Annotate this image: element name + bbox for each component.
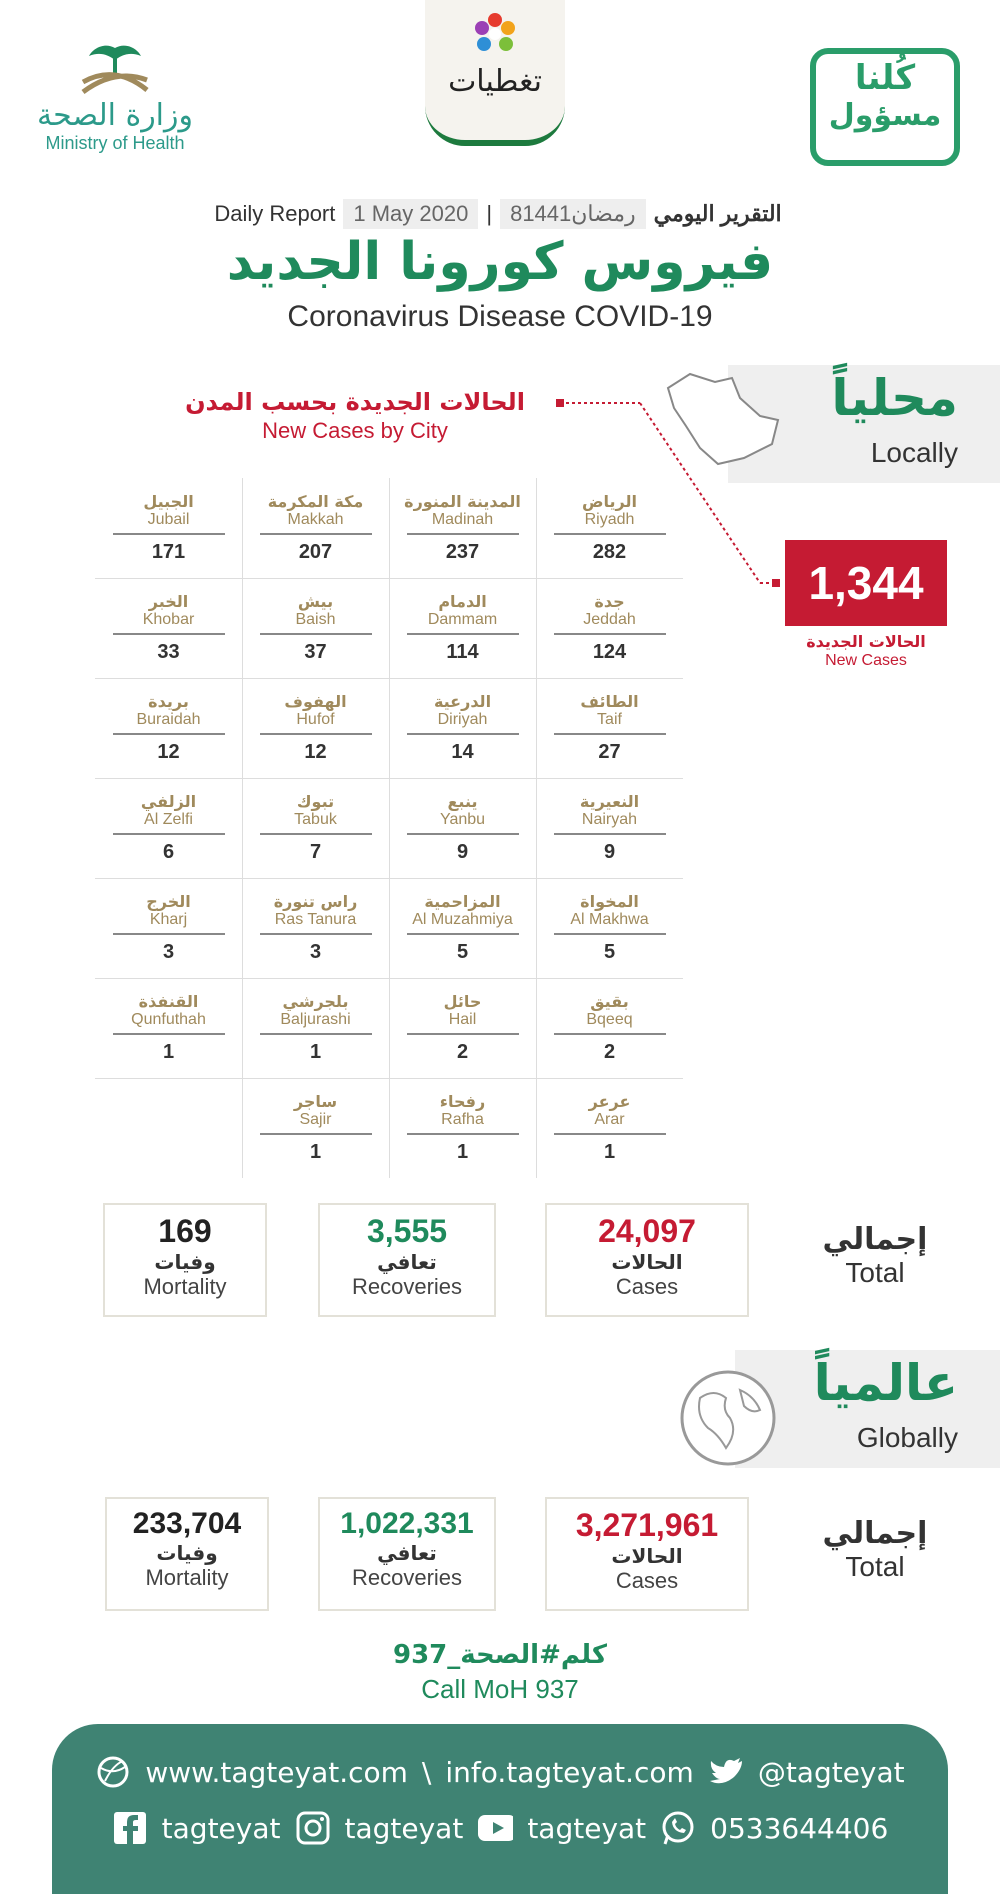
city-cell bbox=[242, 1078, 389, 1178]
global-cases-value: 3,271,961 bbox=[575, 1507, 719, 1543]
city-new-cases: 14 bbox=[451, 741, 474, 763]
youtube-icon bbox=[477, 1810, 513, 1846]
city-cell bbox=[536, 878, 683, 978]
city-cell bbox=[389, 578, 536, 678]
new-cases-by-city-en: New Cases by City bbox=[262, 418, 448, 443]
city-name-ar: جدة bbox=[594, 592, 625, 611]
city-rule bbox=[113, 1033, 225, 1035]
local-mortality-ar: وفيات bbox=[154, 1250, 216, 1274]
city-new-cases: 3 bbox=[162, 941, 175, 963]
daily-report-en: Daily Report bbox=[214, 201, 336, 226]
city-rule bbox=[260, 533, 372, 535]
global-mortality-ar: وفيات bbox=[156, 1541, 218, 1565]
footer-contact-bar bbox=[52, 1724, 948, 1894]
city-name-ar: حائل bbox=[443, 992, 482, 1011]
global-total-label bbox=[790, 1516, 960, 1583]
city-rule bbox=[554, 1133, 666, 1135]
city-name-en: Taif bbox=[597, 711, 622, 728]
moh-name-en: Ministry of Health bbox=[45, 133, 185, 153]
city-rule bbox=[260, 933, 372, 935]
footer-row-2 bbox=[52, 1810, 948, 1846]
city-cell bbox=[242, 978, 389, 1078]
local-cases-en: Cases bbox=[615, 1274, 679, 1299]
local-recoveries-value: 3,555 bbox=[366, 1213, 448, 1249]
city-rule bbox=[554, 833, 666, 835]
city-new-cases: 12 bbox=[304, 741, 327, 763]
global-mortality-value: 233,704 bbox=[132, 1507, 242, 1540]
city-name-en: Jeddah bbox=[583, 611, 636, 628]
city-rule bbox=[260, 833, 372, 835]
brand-logo-text: تغطيات bbox=[448, 64, 542, 99]
city-new-cases: 171 bbox=[151, 541, 186, 563]
city-rule bbox=[407, 1133, 519, 1135]
city-rule bbox=[113, 633, 225, 635]
city-rule bbox=[113, 733, 225, 735]
city-cell bbox=[536, 1078, 683, 1178]
city-name-ar: المدينة المنورة bbox=[404, 492, 521, 511]
city-rule bbox=[407, 533, 519, 535]
city-rule bbox=[407, 833, 519, 835]
city-cell bbox=[242, 778, 389, 878]
city-new-cases: 37 bbox=[304, 641, 327, 663]
city-name-ar: الرياض bbox=[582, 492, 637, 511]
city-new-cases: 5 bbox=[456, 941, 469, 963]
city-name-en: Bqeeq bbox=[586, 1011, 633, 1028]
city-name-ar: رفحاء bbox=[439, 1092, 486, 1111]
city-rule bbox=[260, 733, 372, 735]
city-rule bbox=[113, 533, 225, 535]
page-title-ar: فيروس كورونا الجديد bbox=[226, 232, 774, 292]
local-recoveries-box bbox=[318, 1203, 496, 1317]
city-name-ar: راس تنورة bbox=[273, 892, 358, 911]
global-recoveries-en: Recoveries bbox=[351, 1565, 463, 1590]
city-name-en: Madinah bbox=[431, 511, 494, 528]
global-recoveries-ar: تعافي bbox=[377, 1541, 437, 1565]
footer-instagram-link[interactable]: tagteyat bbox=[344, 1811, 464, 1845]
city-name-ar: تبوك bbox=[296, 792, 335, 811]
page-title-en: Coronavirus Disease COVID-19 bbox=[287, 300, 713, 333]
city-name-en: Baljurashi bbox=[280, 1011, 351, 1028]
city-name-ar: بلجرشي bbox=[282, 992, 349, 1011]
city-new-cases: 207 bbox=[298, 541, 333, 563]
daily-report-ar: التقرير اليومي bbox=[653, 201, 782, 226]
city-name-ar: ينبع bbox=[447, 792, 478, 811]
city-name-en: Al Muzahmiya bbox=[412, 911, 513, 928]
city-name-ar: مكة المكرمة bbox=[267, 492, 364, 511]
global-total-ar: إجمالي bbox=[822, 1516, 928, 1551]
city-name-en: Hufof bbox=[296, 711, 335, 728]
city-name-en: Arar bbox=[594, 1111, 625, 1128]
global-total-en: Total bbox=[845, 1551, 905, 1582]
city-rule bbox=[113, 833, 225, 835]
city-new-cases: 3 bbox=[309, 941, 322, 963]
city-name-en: Tabuk bbox=[294, 811, 337, 828]
global-cases-en: Cases bbox=[615, 1568, 679, 1593]
city-cell bbox=[389, 878, 536, 978]
city-name-en: Sajir bbox=[299, 1111, 332, 1128]
footer-website-link[interactable]: www.tagteyat.com bbox=[145, 1755, 408, 1789]
city-cell bbox=[389, 678, 536, 778]
footer-separator: \ bbox=[421, 1755, 432, 1789]
global-recoveries-box bbox=[318, 1497, 496, 1611]
city-cell bbox=[389, 778, 536, 878]
city-name-en: Khobar bbox=[142, 611, 195, 628]
footer-whatsapp-number[interactable]: 0533644406 bbox=[710, 1811, 889, 1845]
city-cell bbox=[95, 978, 242, 1078]
new-cases-label-ar: الحالات الجديدة bbox=[806, 632, 926, 651]
city-cell bbox=[242, 878, 389, 978]
city-rule bbox=[260, 633, 372, 635]
global-recoveries-value: 1,022,331 bbox=[340, 1507, 474, 1540]
city-name-en: Yanbu bbox=[439, 811, 486, 828]
daily-report-hijri: 8رمضان1441 bbox=[500, 199, 646, 229]
moh-name-ar: وزارة الصحة bbox=[37, 98, 193, 133]
kolna-line1: كُلنا bbox=[854, 58, 916, 98]
city-cell bbox=[536, 978, 683, 1078]
city-cell bbox=[536, 778, 683, 878]
city-rule bbox=[554, 633, 666, 635]
city-name-en: Kharj bbox=[149, 911, 188, 928]
city-name-en: Dammam bbox=[427, 611, 498, 628]
city-new-cases: 114 bbox=[446, 641, 479, 663]
city-new-cases: 7 bbox=[309, 841, 322, 863]
local-total-ar: إجمالي bbox=[822, 1222, 928, 1257]
city-new-cases: 2 bbox=[603, 1041, 616, 1063]
footer-twitter-link[interactable]: @tagteyat bbox=[757, 1755, 905, 1789]
city-rule bbox=[407, 633, 519, 635]
city-name-en: Hail bbox=[448, 1011, 477, 1028]
web-icon bbox=[95, 1754, 131, 1790]
city-name-en: Baish bbox=[295, 611, 336, 628]
local-total-en: Total bbox=[845, 1257, 905, 1288]
city-name-ar: الجبيل bbox=[143, 492, 194, 511]
city-cell bbox=[389, 1078, 536, 1178]
new-cases-label-en: New Cases bbox=[825, 652, 907, 669]
city-new-cases: 1 bbox=[456, 1141, 469, 1163]
kolna-line2: مسؤول bbox=[828, 98, 942, 133]
local-cases-ar: الحالات bbox=[611, 1250, 683, 1274]
city-new-cases: 9 bbox=[603, 841, 616, 863]
city-cell bbox=[95, 578, 242, 678]
city-rule bbox=[260, 1133, 372, 1135]
city-cell bbox=[536, 578, 683, 678]
city-name-ar: الخرج bbox=[146, 892, 191, 911]
city-name-ar: النعيرية bbox=[579, 792, 640, 811]
city-name-en: Al Makhwa bbox=[570, 911, 649, 928]
local-cases-value: 24,097 bbox=[598, 1213, 696, 1249]
twitter-icon bbox=[708, 1754, 744, 1790]
city-name-ar: الزلفي bbox=[140, 792, 197, 811]
local-mortality-box bbox=[103, 1203, 267, 1317]
locally-label-en: Locally bbox=[870, 437, 958, 468]
footer-email-link[interactable]: info.tagteyat.com bbox=[445, 1755, 694, 1789]
city-new-cases: 282 bbox=[592, 541, 627, 563]
city-name-ar: الطائف bbox=[580, 692, 639, 711]
instagram-icon bbox=[295, 1810, 331, 1846]
city-name-ar: بيش bbox=[297, 592, 334, 611]
city-cell bbox=[95, 878, 242, 978]
call-moh-en: Call MoH 937 bbox=[421, 1674, 579, 1704]
city-rule bbox=[554, 1033, 666, 1035]
city-cell bbox=[242, 678, 389, 778]
footer-youtube-link[interactable]: tagteyat bbox=[527, 1811, 647, 1845]
local-mortality-value: 169 bbox=[158, 1213, 212, 1249]
city-rule bbox=[260, 1033, 372, 1035]
daily-report-sep: | bbox=[486, 201, 493, 226]
city-cell bbox=[95, 678, 242, 778]
city-name-en: Buraidah bbox=[136, 711, 201, 728]
city-new-cases: 1 bbox=[309, 1141, 322, 1163]
city-name-en: Diriyah bbox=[437, 711, 488, 728]
city-new-cases: 27 bbox=[598, 741, 621, 763]
city-new-cases: 1 bbox=[162, 1041, 175, 1063]
city-name-ar: بريدة bbox=[148, 692, 189, 711]
city-name-en: Jubail bbox=[147, 511, 190, 528]
city-cell bbox=[536, 678, 683, 778]
global-cases-ar: الحالات bbox=[611, 1544, 683, 1568]
city-rule bbox=[554, 533, 666, 535]
global-mortality-en: Mortality bbox=[145, 1565, 229, 1590]
city-new-cases: 5 bbox=[603, 941, 616, 963]
city-name-en: Qunfuthah bbox=[131, 1011, 206, 1028]
city-name-en: Riyadh bbox=[584, 511, 635, 528]
city-name-ar: القنفذة bbox=[138, 992, 199, 1011]
new-cases-value: 1,344 bbox=[785, 540, 947, 626]
city-name-en: Ras Tanura bbox=[274, 911, 357, 928]
city-name-en: Makkah bbox=[287, 511, 344, 528]
city-cell bbox=[95, 778, 242, 878]
city-cell bbox=[389, 978, 536, 1078]
city-new-cases: 1 bbox=[603, 1141, 616, 1163]
city-name-ar: الهفوف bbox=[284, 692, 347, 711]
globally-label-en: Globally bbox=[856, 1422, 958, 1453]
footer-row-1 bbox=[52, 1754, 948, 1790]
city-name-ar: الخبر bbox=[148, 592, 189, 611]
call-hashtag-ar: كلم#الصحة_937 bbox=[393, 1640, 607, 1670]
city-cases-grid bbox=[95, 478, 685, 1173]
city-name-ar: ساجر bbox=[293, 1092, 338, 1111]
city-name-ar: عرعر bbox=[588, 1092, 631, 1111]
city-name-en: Nairyah bbox=[581, 811, 638, 828]
city-new-cases: 6 bbox=[162, 841, 175, 863]
new-cases-by-city-ar: الحالات الجديدة بحسب المدن bbox=[185, 388, 525, 416]
city-new-cases: 2 bbox=[456, 1041, 469, 1063]
local-total-label bbox=[790, 1222, 960, 1289]
city-name-en: Al Zelfi bbox=[144, 811, 193, 828]
local-mortality-en: Mortality bbox=[143, 1274, 227, 1299]
city-new-cases: 33 bbox=[157, 641, 180, 663]
city-cell bbox=[389, 478, 536, 578]
city-name-ar: الدمام bbox=[438, 592, 487, 611]
city-name-ar: المزاحمية bbox=[424, 892, 501, 911]
city-rule bbox=[554, 733, 666, 735]
city-rule bbox=[554, 933, 666, 935]
city-new-cases: 237 bbox=[445, 541, 480, 563]
city-rule bbox=[113, 933, 225, 935]
city-cell bbox=[242, 578, 389, 678]
local-recoveries-en: Recoveries bbox=[351, 1274, 463, 1299]
city-name-en: Rafha bbox=[441, 1111, 484, 1128]
global-cases-box bbox=[545, 1497, 749, 1611]
globally-label-ar: عالمياً bbox=[813, 1354, 958, 1412]
city-new-cases: 1 bbox=[309, 1041, 322, 1063]
city-cell bbox=[242, 478, 389, 578]
city-rule bbox=[407, 1033, 519, 1035]
local-cases-box bbox=[545, 1203, 749, 1317]
global-mortality-box bbox=[105, 1497, 269, 1611]
locally-label-ar: محلياً bbox=[831, 369, 958, 427]
globe-icon bbox=[678, 1368, 778, 1468]
city-rule bbox=[407, 733, 519, 735]
city-name-ar: بقيق bbox=[590, 992, 629, 1011]
city-cell bbox=[536, 478, 683, 578]
facebook-icon bbox=[112, 1810, 148, 1846]
city-rule bbox=[407, 933, 519, 935]
city-new-cases: 12 bbox=[157, 741, 180, 763]
local-recoveries-ar: تعافي bbox=[377, 1250, 437, 1274]
city-name-ar: المخواة bbox=[580, 892, 639, 911]
city-name-ar: الدرعية bbox=[433, 692, 492, 711]
city-cell bbox=[95, 478, 242, 578]
city-new-cases: 9 bbox=[456, 841, 469, 863]
city-new-cases: 124 bbox=[592, 641, 627, 663]
daily-report-date: 1 May 2020 bbox=[343, 199, 478, 229]
footer-facebook-link[interactable]: tagteyat bbox=[161, 1811, 281, 1845]
whatsapp-icon bbox=[660, 1810, 696, 1846]
